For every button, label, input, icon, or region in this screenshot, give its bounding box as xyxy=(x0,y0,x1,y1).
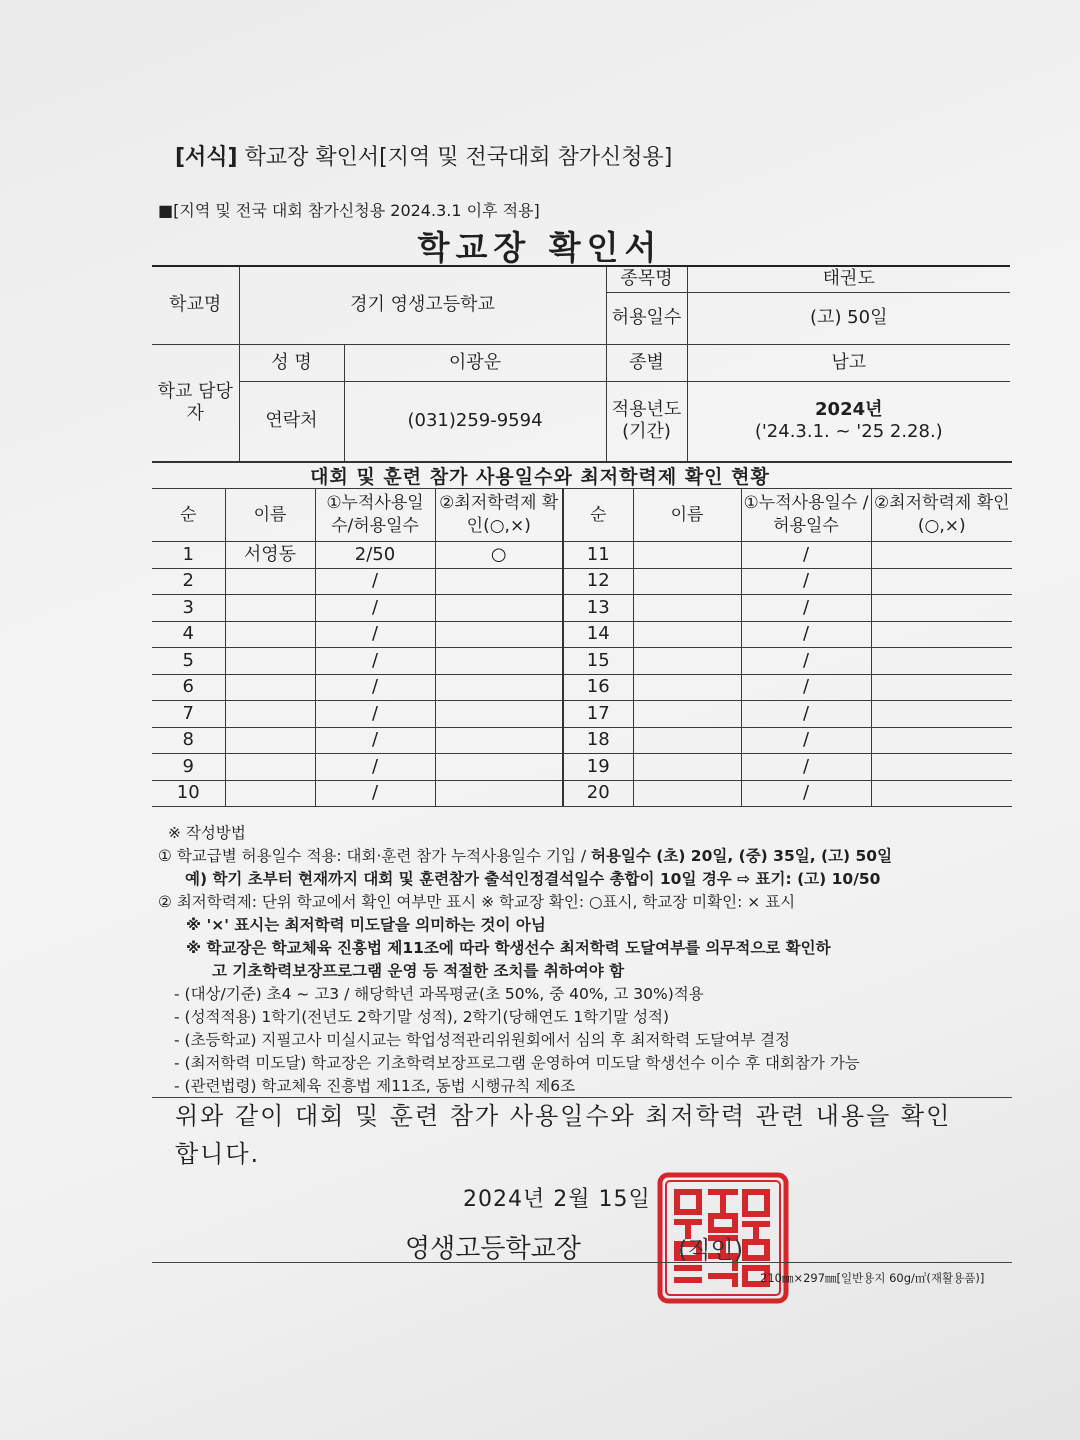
header-academic-right: ②최저학력제 확인(○,×) xyxy=(871,489,1012,542)
used-days-right: / xyxy=(741,568,871,595)
detail-3: - (초등학교) 지필고사 미실시교는 학업성적관리위원회에서 심의 후 최저학력 도달여부 결정 xyxy=(174,1031,791,1049)
school-info-table xyxy=(152,265,1010,462)
table-row xyxy=(152,648,1012,675)
academic-check-right xyxy=(871,727,1012,754)
used-days: / xyxy=(315,621,435,648)
row-no: 1 xyxy=(152,542,225,569)
academic-check-right xyxy=(871,754,1012,781)
school-name-value: 경기 영생고등학교 xyxy=(239,266,606,344)
note-1: ① 학교급별 허용일수 적용: 대회·훈련 참가 누적사용일수 기입 / 허용일수 (초) 20일, (중) 35일, (고) 50일 xyxy=(158,847,893,865)
row-no-right: 16 xyxy=(563,674,633,701)
confirmation-line-2: 합니다. xyxy=(175,1140,261,1168)
confirmation-text xyxy=(175,1097,951,1173)
note-1-example: 예) 학기 초부터 현재까지 대회 및 훈련참가 출석인정결석일수 총합이 10일 경우 ⇨ 표기: (고) 10/50 xyxy=(185,870,881,888)
student-name xyxy=(225,780,315,807)
academic-check xyxy=(435,727,563,754)
academic-check-right xyxy=(871,621,1012,648)
row-no: 7 xyxy=(152,701,225,728)
manager-name-value: 이광운 xyxy=(344,344,606,381)
form-label: [서식] 학교장 확인서[지역 및 전국대회 참가신청용] xyxy=(175,145,673,170)
student-name xyxy=(225,595,315,622)
academic-check xyxy=(435,780,563,807)
academic-check xyxy=(435,621,563,648)
used-days-right: / xyxy=(741,621,871,648)
note-4: ※ 학교장은 학교체육 진흥법 제11조에 따라 학생선수 최저학력 도달여부를 의무적으로 확인하 xyxy=(186,939,831,957)
issue-date: 2024년 2월 15일 xyxy=(463,1187,651,1212)
contact-label: 연락처 xyxy=(239,381,344,461)
row-no-right: 19 xyxy=(563,754,633,781)
row-no: 2 xyxy=(152,568,225,595)
row-no-right: 11 xyxy=(563,542,633,569)
usage-body xyxy=(152,542,1012,807)
note-4-cont: 고 기초학력보장프로그램 운영 등 적절한 조치를 취하여야 함 xyxy=(212,962,625,980)
usage-table xyxy=(152,488,1012,807)
used-days: / xyxy=(315,595,435,622)
table-row xyxy=(152,595,1012,622)
student-name-right xyxy=(633,727,741,754)
student-name-right xyxy=(633,621,741,648)
table-row xyxy=(152,701,1012,728)
used-days-right: / xyxy=(741,542,871,569)
row-no-right: 17 xyxy=(563,701,633,728)
allowed-days-label: 허용일수 xyxy=(606,292,687,344)
used-days-right: / xyxy=(741,727,871,754)
year-label: 적용년도 (기간) xyxy=(606,381,687,461)
note-2: ② 최저학력제: 단위 학교에서 확인 여부만 표시 ※ 학교장 확인: ○표시, 학교장 미확인: × 표시 xyxy=(158,893,796,911)
academic-check-right xyxy=(871,542,1012,569)
gender-value: 남고 xyxy=(687,344,1010,381)
academic-check xyxy=(435,648,563,675)
used-days: / xyxy=(315,754,435,781)
paper-spec: 210㎜×297㎜[일반용지 60g/㎡(재활용품)] xyxy=(760,1271,985,1285)
header-academic: ②최저학력제 확인(○,×) xyxy=(435,489,563,542)
header-no: 순 xyxy=(152,489,225,542)
student-name: 서영동 xyxy=(225,542,315,569)
student-name-right xyxy=(633,542,741,569)
table-row xyxy=(152,621,1012,648)
used-days-right: / xyxy=(741,754,871,781)
row-no: 9 xyxy=(152,754,225,781)
year-cell xyxy=(687,381,1010,461)
allowed-days-value: (고) 50일 xyxy=(687,292,1010,344)
manager-label: 학교 담당자 xyxy=(152,344,239,461)
student-name xyxy=(225,754,315,781)
notes-heading: ※ 작성방법 xyxy=(168,824,246,842)
used-days: / xyxy=(315,780,435,807)
academic-check xyxy=(435,568,563,595)
student-name xyxy=(225,568,315,595)
row-no-right: 14 xyxy=(563,621,633,648)
row-no: 8 xyxy=(152,727,225,754)
used-days: / xyxy=(315,701,435,728)
instructions xyxy=(158,822,1018,1098)
academic-check-right xyxy=(871,568,1012,595)
table-row xyxy=(152,754,1012,781)
used-days: / xyxy=(315,648,435,675)
gender-label: 종별 xyxy=(606,344,687,381)
row-no: 10 xyxy=(152,780,225,807)
row-no: 3 xyxy=(152,595,225,622)
used-days-right: / xyxy=(741,674,871,701)
used-days-right: / xyxy=(741,648,871,675)
row-no: 5 xyxy=(152,648,225,675)
academic-check-right xyxy=(871,701,1012,728)
used-days: / xyxy=(315,727,435,754)
table-row xyxy=(152,780,1012,807)
issuer-name: 영생고등학교장 xyxy=(405,1234,581,1264)
student-name xyxy=(225,621,315,648)
manager-name-label: 성 명 xyxy=(239,344,344,381)
header-no-right: 순 xyxy=(563,489,633,542)
header-name-right: 이름 xyxy=(633,489,741,542)
academic-check-right xyxy=(871,595,1012,622)
contact-value: (031)259-9594 xyxy=(344,381,606,461)
table-row xyxy=(152,727,1012,754)
row-no-right: 13 xyxy=(563,595,633,622)
detail-5: - (관련법령) 학교체육 진흥법 제11조, 동법 시행규칙 제6조 xyxy=(174,1077,576,1095)
academic-check xyxy=(435,674,563,701)
seal-mark-label: (직인) xyxy=(678,1236,744,1264)
confirmation-line-1: 위와 같이 대회 및 훈련 참가 사용일수와 최저학력 관련 내용을 확인 xyxy=(175,1102,952,1130)
used-days: 2/50 xyxy=(315,542,435,569)
sport-value: 태권도 xyxy=(687,266,1010,292)
section-title: 대회 및 훈련 참가 사용일수와 최저학력제 확인 현황 xyxy=(310,466,770,488)
row-no: 6 xyxy=(152,674,225,701)
student-name-right xyxy=(633,568,741,595)
academic-check-right xyxy=(871,674,1012,701)
detail-1: - (대상/기준) 초4 ~ 고3 / 해당학년 과목평균(초 50%, 중 40%, 고 30%)적용 xyxy=(174,985,704,1003)
period-value: ('24.3.1. ~ '25 2.28.) xyxy=(754,421,943,442)
detail-2: - (성적적용) 1학기(전년도 2학기말 성적), 2학기(당해연도 1학기말 성적) xyxy=(174,1008,670,1026)
student-name xyxy=(225,701,315,728)
academic-check-right xyxy=(871,780,1012,807)
academic-check xyxy=(435,701,563,728)
academic-check xyxy=(435,595,563,622)
sport-label: 종목명 xyxy=(606,266,687,292)
student-name-right xyxy=(633,754,741,781)
header-name: 이름 xyxy=(225,489,315,542)
document-title: 학교장 확인서 xyxy=(417,228,663,267)
academic-check xyxy=(435,754,563,781)
header-days-right: ①누적사용일수 /허용일수 xyxy=(741,489,871,542)
student-name xyxy=(225,674,315,701)
academic-check-right xyxy=(871,648,1012,675)
used-days-right: / xyxy=(741,701,871,728)
footer-divider xyxy=(152,1262,1012,1263)
academic-check: ○ xyxy=(435,542,563,569)
student-name xyxy=(225,648,315,675)
used-days: / xyxy=(315,568,435,595)
row-no-right: 15 xyxy=(563,648,633,675)
form-subheading: ■[지역 및 전국 대회 참가신청용 2024.3.1 이후 적용] xyxy=(158,201,540,220)
note-3: ※ '×' 표시는 최저학력 미도달을 의미하는 것이 아님 xyxy=(186,916,546,934)
table-row xyxy=(152,542,1012,569)
student-name-right xyxy=(633,674,741,701)
row-no-right: 18 xyxy=(563,727,633,754)
used-days-right: / xyxy=(741,595,871,622)
used-days-right: / xyxy=(741,780,871,807)
used-days: / xyxy=(315,674,435,701)
student-name xyxy=(225,727,315,754)
student-name-right xyxy=(633,701,741,728)
header-days: ①누적사용일수/허용일수 xyxy=(315,489,435,542)
row-no-right: 20 xyxy=(563,780,633,807)
row-no: 4 xyxy=(152,621,225,648)
school-name-label: 학교명 xyxy=(152,266,239,344)
student-name-right xyxy=(633,595,741,622)
row-no-right: 12 xyxy=(563,568,633,595)
detail-4: - (최저학력 미도달) 학교장은 기초학력보장프로그램 운영하여 미도달 학생선수 이수 후 대회참가 가능 xyxy=(174,1054,860,1072)
student-name-right xyxy=(633,648,741,675)
table-row xyxy=(152,568,1012,595)
year-value: 2024년 xyxy=(815,399,883,421)
student-name-right xyxy=(633,780,741,807)
table-row xyxy=(152,674,1012,701)
